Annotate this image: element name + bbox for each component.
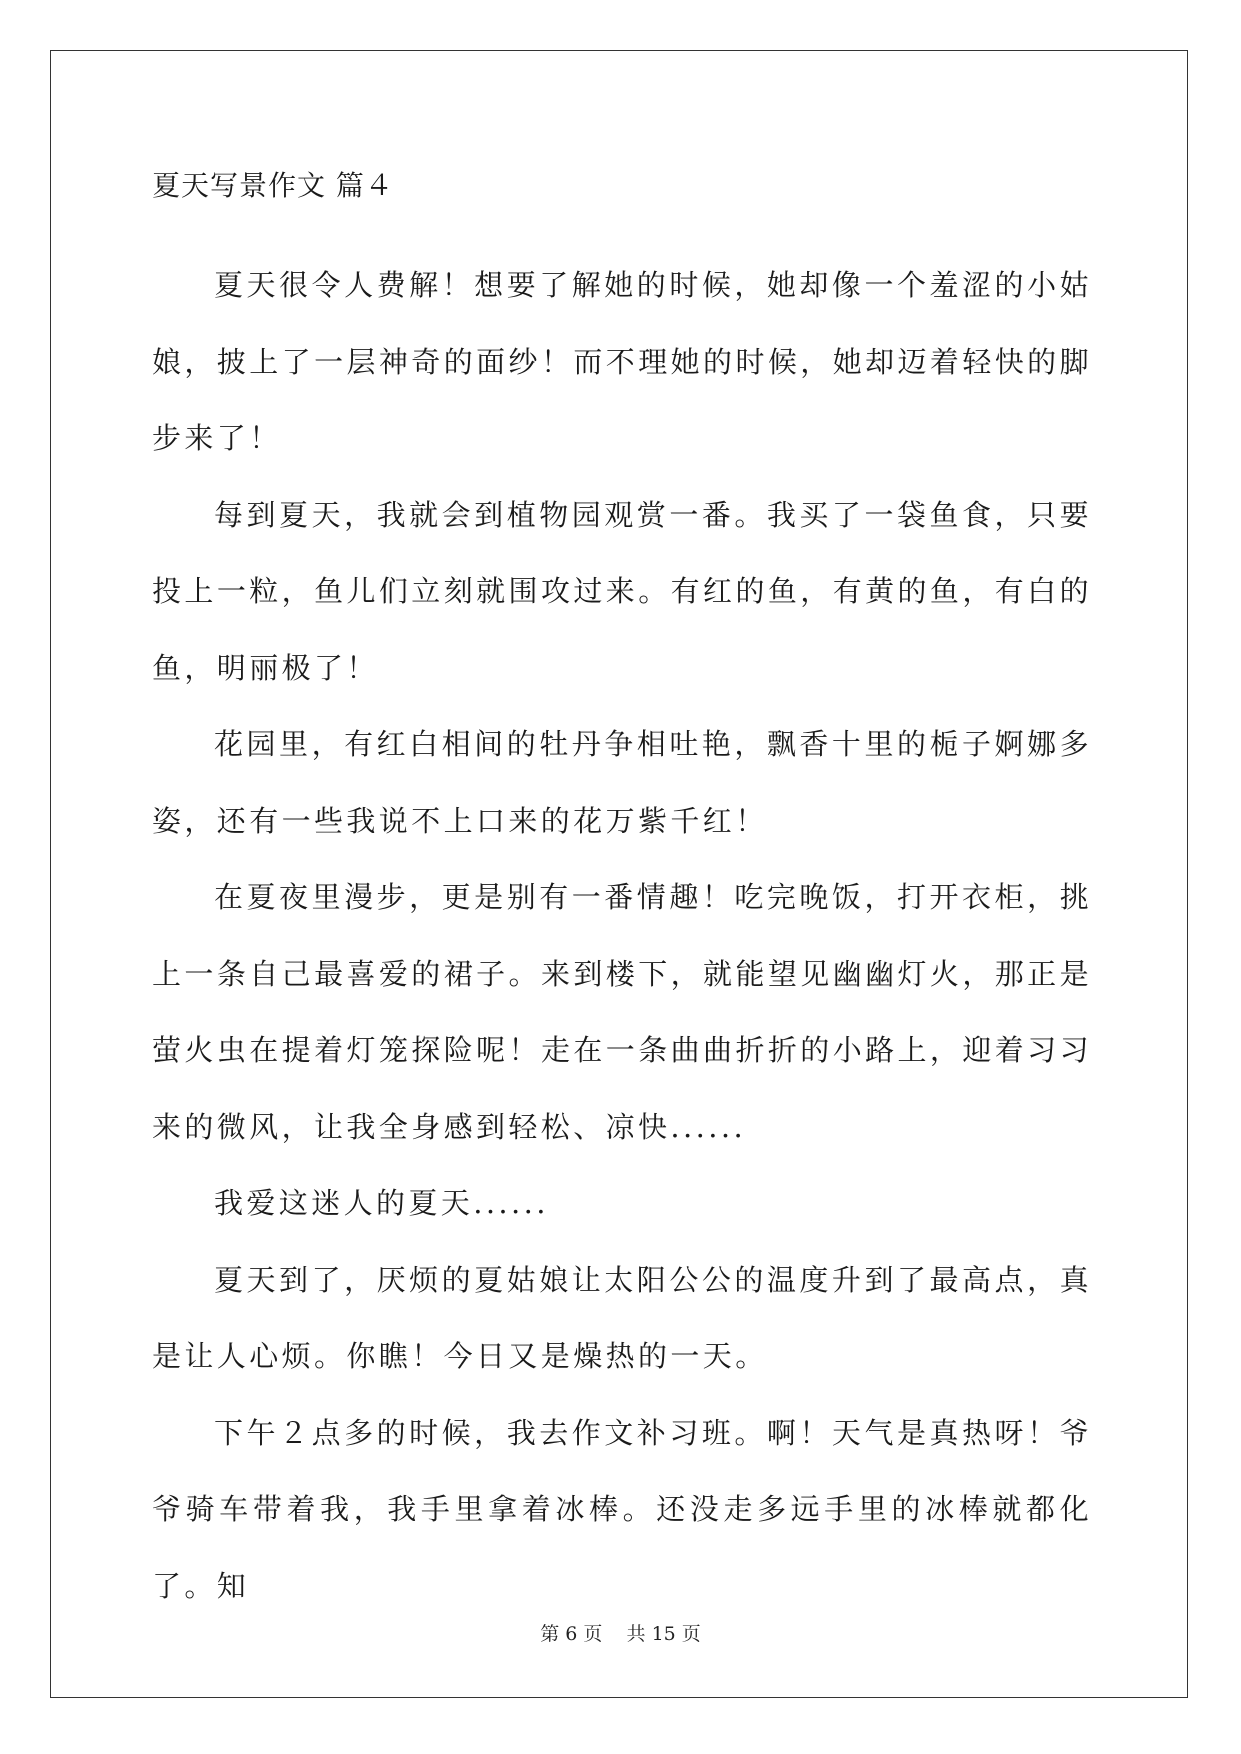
paragraph-7: 下午２点多的时候，我去作文补习班。啊！天气是真热呀！爷爷骑车带着我，我手里拿着冰棒。还没走多远手里的冰棒就都化了。知	[152, 1415, 1092, 1603]
paragraph-6: 夏天到了，厌烦的夏姑娘让太阳公公的温度升到了最高点，真是让人心烦。你瞧！今日又是燥热的一天。	[152, 1262, 1092, 1373]
paragraph-1: 夏天很令人费解！想要了解她的时候，她却像一个羞涩的小姑娘，披上了一层神奇的面纱！而不理她的时候，她却迈着轻快的脚步来了！	[152, 268, 1092, 455]
document-heading: 夏天写景作文 篇４	[152, 169, 394, 202]
page-total: 共 15 页	[626, 1623, 701, 1645]
paragraph-5: 我爱这迷人的夏天......	[214, 1186, 549, 1220]
paragraph-4: 在夏夜里漫步，更是别有一番情趣！吃完晚饭，打开衣柜，挑上一条自己最喜爱的裙子。来到楼下，就能望见幽幽灯火，那正是萤火虫在提着灯笼探险呢！走在一条曲曲折折的小路上，迎着习习来的微风，让我全身感到轻松、凉快......	[152, 880, 1092, 1144]
page-number: 第 6 页	[540, 1623, 603, 1645]
page-footer	[0, 1622, 1241, 1646]
paragraph-3: 花园里，有红白相间的牡丹争相吐艳，飘香十里的栀子婀娜多姿，还有一些我说不上口来的花万紫千红！	[152, 727, 1092, 838]
paragraph-2: 每到夏天，我就会到植物园观赏一番。我买了一袋鱼食，只要投上一粒，鱼儿们立刻就围攻过来。有红的鱼，有黄的鱼，有白的鱼，明丽极了！	[152, 497, 1092, 685]
document-body	[152, 168, 1092, 1624]
